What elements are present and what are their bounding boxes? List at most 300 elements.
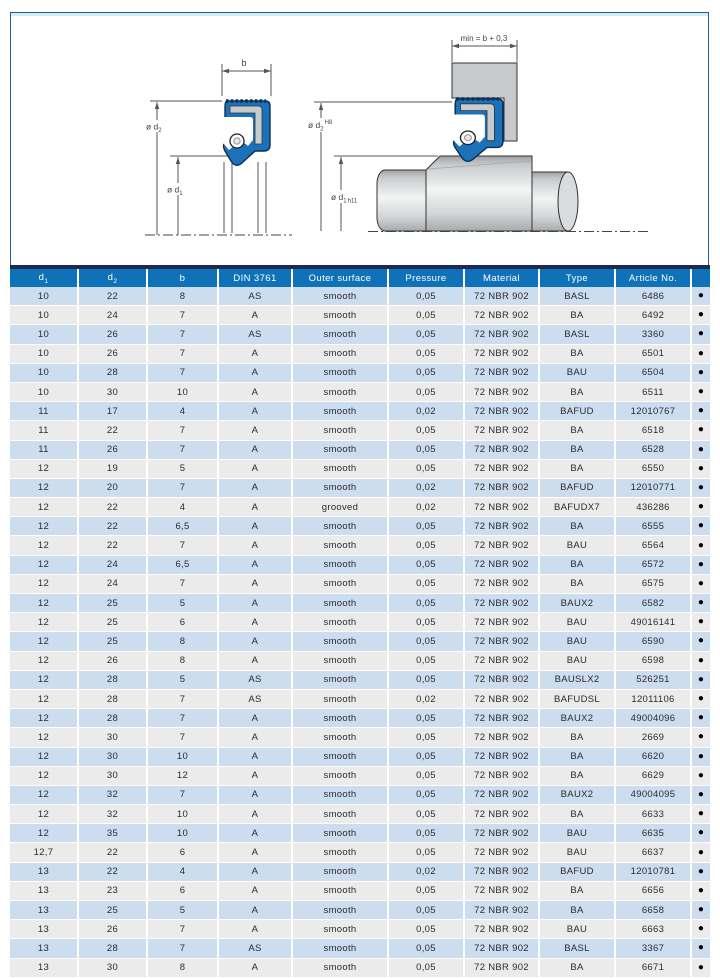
cell: A: [218, 363, 292, 382]
cell: 72 NBR 902: [464, 287, 539, 306]
table-row: [10, 402, 710, 421]
cell: 7: [147, 920, 218, 939]
cell: 26: [78, 920, 147, 939]
cell: smooth: [292, 805, 388, 824]
cell: A: [218, 632, 292, 651]
cell: 12: [10, 670, 78, 689]
cell: smooth: [292, 325, 388, 344]
cell: 0,05: [388, 613, 464, 632]
cell: 3367: [615, 939, 691, 958]
seal-table: [10, 265, 710, 978]
cell: 0,05: [388, 728, 464, 747]
cell: A: [218, 728, 292, 747]
cell: A: [218, 555, 292, 574]
cell: BA: [539, 421, 615, 440]
cell: 8: [147, 651, 218, 670]
cell: BA: [539, 555, 615, 574]
cell: smooth: [292, 344, 388, 363]
cell: 72 NBR 902: [464, 785, 539, 804]
cell: 12: [10, 555, 78, 574]
cell: BA: [539, 728, 615, 747]
col-header-pressure: Pressure: [388, 269, 464, 287]
cell: 6492: [615, 306, 691, 325]
cell: 526251: [615, 670, 691, 689]
cell: BA: [539, 517, 615, 536]
cell: 8: [147, 632, 218, 651]
cell: 12: [10, 824, 78, 843]
cell: smooth: [292, 958, 388, 977]
cell: 72 NBR 902: [464, 517, 539, 536]
cell: BAFUD: [539, 402, 615, 421]
cell: BAFUDX7: [539, 498, 615, 517]
cell: 72 NBR 902: [464, 402, 539, 421]
cell: BA: [539, 766, 615, 785]
cell: 4: [147, 862, 218, 881]
cell: 12: [10, 709, 78, 728]
table-row: [10, 459, 710, 478]
cell: 30: [78, 766, 147, 785]
availability-dot-icon: ●: [691, 632, 710, 651]
cell: smooth: [292, 709, 388, 728]
cell: 72 NBR 902: [464, 881, 539, 900]
table-row: [10, 689, 710, 708]
availability-dot-icon: ●: [691, 594, 710, 613]
cell: 72 NBR 902: [464, 382, 539, 401]
cell: 30: [78, 382, 147, 401]
cell: 72 NBR 902: [464, 613, 539, 632]
cell: 30: [78, 747, 147, 766]
cell: 7: [147, 689, 218, 708]
cell: 22: [78, 536, 147, 555]
cell: 6: [147, 881, 218, 900]
cell: 72 NBR 902: [464, 901, 539, 920]
cell: 28: [78, 709, 147, 728]
cell: BAU: [539, 824, 615, 843]
cell: 20: [78, 478, 147, 497]
availability-dot-icon: ●: [691, 728, 710, 747]
cell: 25: [78, 594, 147, 613]
cell: 12: [10, 478, 78, 497]
cell: 10: [10, 287, 78, 306]
cell: smooth: [292, 862, 388, 881]
col-header-din-3761: DIN 3761: [218, 269, 292, 287]
cell: 24: [78, 306, 147, 325]
cell: 6635: [615, 824, 691, 843]
cell: 0,02: [388, 402, 464, 421]
cell: 7: [147, 421, 218, 440]
cell: 6629: [615, 766, 691, 785]
availability-dot-icon: ●: [691, 536, 710, 555]
seal-installed-diagram: [305, 34, 650, 232]
cell: 0,05: [388, 824, 464, 843]
cell: 6511: [615, 382, 691, 401]
availability-dot-icon: ●: [691, 920, 710, 939]
cell: 12: [10, 785, 78, 804]
cell: A: [218, 901, 292, 920]
cell: 7: [147, 440, 218, 459]
availability-dot-icon: ●: [691, 958, 710, 977]
cell: 7: [147, 306, 218, 325]
cell: A: [218, 709, 292, 728]
cell: 72 NBR 902: [464, 958, 539, 977]
cell: 28: [78, 363, 147, 382]
cell: 0,05: [388, 555, 464, 574]
cell: BA: [539, 459, 615, 478]
cell: 8: [147, 287, 218, 306]
cell: 7: [147, 939, 218, 958]
cell: BASL: [539, 287, 615, 306]
cell: 30: [78, 728, 147, 747]
cell: smooth: [292, 306, 388, 325]
col-header-material: Material: [464, 269, 539, 287]
cell: 0,05: [388, 517, 464, 536]
cell: 72 NBR 902: [464, 728, 539, 747]
cell: BAU: [539, 920, 615, 939]
cell: 72 NBR 902: [464, 498, 539, 517]
table-row: [10, 651, 710, 670]
table-row: [10, 613, 710, 632]
cell: 7: [147, 325, 218, 344]
availability-dot-icon: ●: [691, 325, 710, 344]
table-row: [10, 881, 710, 900]
cell: A: [218, 785, 292, 804]
cell: 11: [10, 440, 78, 459]
cell: 2669: [615, 728, 691, 747]
cell: 72 NBR 902: [464, 747, 539, 766]
cell: 0,05: [388, 766, 464, 785]
cell: 26: [78, 325, 147, 344]
dimension-table: [10, 269, 710, 978]
table-row: [10, 785, 710, 804]
table-row: [10, 421, 710, 440]
seal-alone-diagram: [143, 58, 292, 235]
col-header-outer-surface: Outer surface: [292, 269, 388, 287]
cell: 25: [78, 632, 147, 651]
cell: BA: [539, 440, 615, 459]
cell: 7: [147, 574, 218, 593]
table-row: [10, 478, 710, 497]
cell: 10: [10, 363, 78, 382]
cell: 72 NBR 902: [464, 824, 539, 843]
cell: 12: [10, 766, 78, 785]
cell: smooth: [292, 555, 388, 574]
cell: 0,05: [388, 344, 464, 363]
cell: 0,05: [388, 901, 464, 920]
availability-dot-icon: ●: [691, 670, 710, 689]
cell: smooth: [292, 382, 388, 401]
cell: 72 NBR 902: [464, 766, 539, 785]
cell: A: [218, 536, 292, 555]
table-row: [10, 843, 710, 862]
cell: BAUX2: [539, 709, 615, 728]
cell: A: [218, 382, 292, 401]
cell: smooth: [292, 728, 388, 747]
cell: 26: [78, 651, 147, 670]
availability-dot-icon: ●: [691, 555, 710, 574]
table-row: [10, 594, 710, 613]
cell: smooth: [292, 402, 388, 421]
availability-dot-icon: ●: [691, 824, 710, 843]
cell: 72 NBR 902: [464, 920, 539, 939]
cell: 10: [10, 344, 78, 363]
cell: A: [218, 498, 292, 517]
cell: 0,05: [388, 574, 464, 593]
cell: 22: [78, 843, 147, 862]
cell: 13: [10, 920, 78, 939]
cell: 0,05: [388, 306, 464, 325]
cell: AS: [218, 325, 292, 344]
availability-dot-icon: ●: [691, 785, 710, 804]
col-header-d1: $d_1$: [10, 269, 78, 287]
cell: BAUX2: [539, 594, 615, 613]
dim-label-d1: ø $d_1$: [167, 184, 183, 197]
cell: 72 NBR 902: [464, 555, 539, 574]
table-row: [10, 325, 710, 344]
cell: 12: [147, 766, 218, 785]
table-row: [10, 363, 710, 382]
cell: 28: [78, 939, 147, 958]
cell: 5: [147, 901, 218, 920]
table-row: [10, 440, 710, 459]
cell: 13: [10, 939, 78, 958]
cell: smooth: [292, 517, 388, 536]
cell: BAUX2: [539, 785, 615, 804]
table-row: [10, 574, 710, 593]
cell: A: [218, 402, 292, 421]
cell: 12: [10, 459, 78, 478]
cell: A: [218, 574, 292, 593]
cell: 0,05: [388, 805, 464, 824]
table-row: [10, 709, 710, 728]
availability-dot-icon: ●: [691, 287, 710, 306]
cell: 10: [10, 306, 78, 325]
table-row: [10, 939, 710, 958]
cell: 7: [147, 363, 218, 382]
cell: 0,05: [388, 651, 464, 670]
dim-label-d1-h11: ø $d_1h11$: [331, 192, 358, 205]
cell: 12: [10, 613, 78, 632]
cell: 12: [10, 689, 78, 708]
col-header-availability: [691, 269, 710, 287]
cell: A: [218, 651, 292, 670]
cell: BAFUD: [539, 862, 615, 881]
dim-label-b: b: [241, 58, 247, 68]
cell: smooth: [292, 785, 388, 804]
cell: 5: [147, 670, 218, 689]
cell: BAFUDSL: [539, 689, 615, 708]
cell: 6564: [615, 536, 691, 555]
availability-dot-icon: ●: [691, 613, 710, 632]
subscript: 2: [113, 277, 118, 285]
cell: 10: [10, 382, 78, 401]
cell: 0,05: [388, 287, 464, 306]
cell: 0,05: [388, 709, 464, 728]
cell: 49004095: [615, 785, 691, 804]
cell: A: [218, 478, 292, 497]
cell: 12010771: [615, 478, 691, 497]
cell: smooth: [292, 651, 388, 670]
cell: A: [218, 421, 292, 440]
cell: 13: [10, 958, 78, 977]
table-row: [10, 862, 710, 881]
cell: 72 NBR 902: [464, 344, 539, 363]
cell: 24: [78, 574, 147, 593]
cell: A: [218, 958, 292, 977]
availability-dot-icon: ●: [691, 517, 710, 536]
cell: 12010767: [615, 402, 691, 421]
cell: smooth: [292, 920, 388, 939]
cell: 12: [10, 536, 78, 555]
cell: 12: [10, 498, 78, 517]
cell: BA: [539, 574, 615, 593]
cell: smooth: [292, 459, 388, 478]
table-row: [10, 920, 710, 939]
availability-dot-icon: ●: [691, 862, 710, 881]
cell: 7: [147, 344, 218, 363]
cell: 0,05: [388, 920, 464, 939]
cell: BAU: [539, 651, 615, 670]
shaft-seal-installed: [450, 99, 503, 161]
cell: smooth: [292, 363, 388, 382]
cell: 12: [10, 574, 78, 593]
cell: 0,05: [388, 881, 464, 900]
cell: 0,05: [388, 594, 464, 613]
cell: BA: [539, 958, 615, 977]
cell: 6518: [615, 421, 691, 440]
cell: AS: [218, 939, 292, 958]
col-header-b: b: [147, 269, 218, 287]
cell: 22: [78, 421, 147, 440]
table-row: [10, 901, 710, 920]
cell: 0,05: [388, 670, 464, 689]
cell: smooth: [292, 536, 388, 555]
cell: 5: [147, 459, 218, 478]
cell: 12,7: [10, 843, 78, 862]
dim-label-d2-h8: ø $d_2^{H8}$: [308, 120, 333, 133]
cell: 6,5: [147, 555, 218, 574]
availability-dot-icon: ●: [691, 939, 710, 958]
cell: 13: [10, 901, 78, 920]
cell: 6656: [615, 881, 691, 900]
cell: 72 NBR 902: [464, 459, 539, 478]
cell: 0,02: [388, 689, 464, 708]
table-row: [10, 344, 710, 363]
cell: 6620: [615, 747, 691, 766]
cell: 6550: [615, 459, 691, 478]
dim-label-min: min = b + 0,3: [460, 34, 508, 43]
cell: 72 NBR 902: [464, 651, 539, 670]
cell: 28: [78, 689, 147, 708]
table-row: [10, 805, 710, 824]
cell: BAU: [539, 536, 615, 555]
table-row: [10, 747, 710, 766]
cell: 30: [78, 958, 147, 977]
cell: 7: [147, 728, 218, 747]
cell: 0,05: [388, 325, 464, 344]
cell: 10: [147, 824, 218, 843]
availability-dot-icon: ●: [691, 344, 710, 363]
cell: 25: [78, 613, 147, 632]
cell: 6663: [615, 920, 691, 939]
cell: A: [218, 459, 292, 478]
table-body: [10, 287, 710, 977]
cell: 0,02: [388, 478, 464, 497]
cell: 0,05: [388, 382, 464, 401]
cell: 10: [147, 747, 218, 766]
cell: 6671: [615, 958, 691, 977]
cell: 49004096: [615, 709, 691, 728]
table-row: [10, 287, 710, 306]
availability-dot-icon: ●: [691, 689, 710, 708]
cell: BAU: [539, 363, 615, 382]
cell: smooth: [292, 287, 388, 306]
cell: 5: [147, 594, 218, 613]
availability-dot-icon: ●: [691, 498, 710, 517]
availability-dot-icon: ●: [691, 478, 710, 497]
cell: grooved: [292, 498, 388, 517]
cell: 22: [78, 517, 147, 536]
cell: A: [218, 920, 292, 939]
cell: 0,02: [388, 862, 464, 881]
cell: 23: [78, 881, 147, 900]
cell: 72 NBR 902: [464, 689, 539, 708]
dim-label-d2: ø $d_2$: [146, 121, 162, 134]
cell: 6555: [615, 517, 691, 536]
cell: 12: [10, 594, 78, 613]
cell: 12: [10, 805, 78, 824]
cell: 7: [147, 478, 218, 497]
cell: 72 NBR 902: [464, 421, 539, 440]
cell: 72 NBR 902: [464, 363, 539, 382]
cell: 0,05: [388, 536, 464, 555]
cell: 6,5: [147, 517, 218, 536]
shaft-seal-cross-section: [220, 101, 270, 165]
cell: BAFUD: [539, 478, 615, 497]
cell: 13: [10, 862, 78, 881]
cell: 24: [78, 555, 147, 574]
cell: 19: [78, 459, 147, 478]
availability-dot-icon: ●: [691, 709, 710, 728]
cell: 72 NBR 902: [464, 574, 539, 593]
cell: 13: [10, 881, 78, 900]
cell: 12: [10, 651, 78, 670]
table-row: [10, 498, 710, 517]
cell: A: [218, 440, 292, 459]
cell: BAU: [539, 843, 615, 862]
cell: smooth: [292, 478, 388, 497]
cell: 72 NBR 902: [464, 805, 539, 824]
cell: A: [218, 881, 292, 900]
cell: 0,05: [388, 440, 464, 459]
cell: 49016141: [615, 613, 691, 632]
cell: 72 NBR 902: [464, 536, 539, 555]
cell: 72 NBR 902: [464, 843, 539, 862]
availability-dot-icon: ●: [691, 651, 710, 670]
cell: smooth: [292, 594, 388, 613]
cell: 26: [78, 440, 147, 459]
availability-dot-icon: ●: [691, 747, 710, 766]
cell: BAU: [539, 613, 615, 632]
cell: smooth: [292, 689, 388, 708]
cell: 4: [147, 498, 218, 517]
cell: 72 NBR 902: [464, 939, 539, 958]
cell: BA: [539, 805, 615, 824]
table-row: [10, 306, 710, 325]
cell: 7: [147, 536, 218, 555]
cell: 6575: [615, 574, 691, 593]
cell: 6504: [615, 363, 691, 382]
cell: smooth: [292, 939, 388, 958]
